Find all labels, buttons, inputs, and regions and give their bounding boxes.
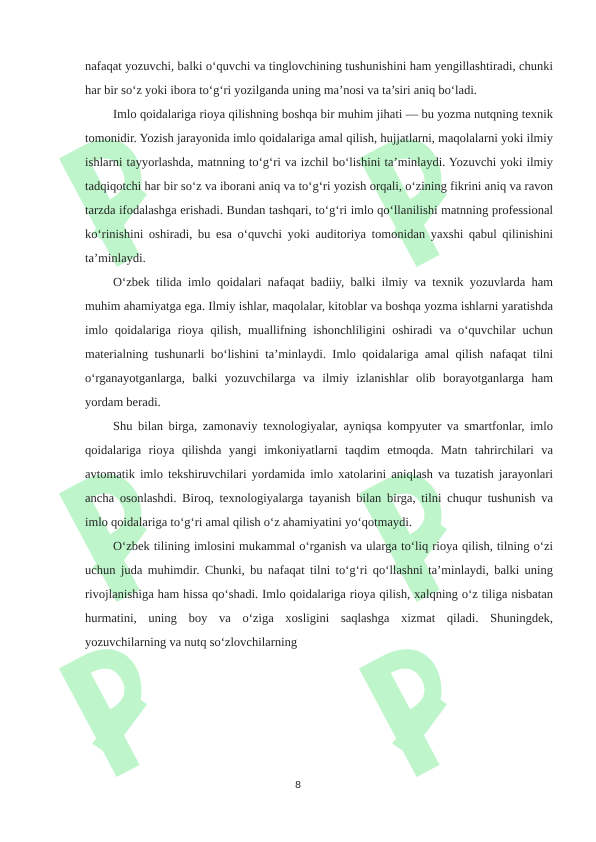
- paragraph: Shu bilan birga, zamonaviy texnologiyalar, ayniqsa kompyuter va smartfonlar, imlo qoidalariga rioya qilishda yangi imkoniyatlarni taqdim etmoqda. Matn tahrirchilari va avtomatik imlo tekshiruvchilari yordamida imlo xatolarini aniqlash va tuzatish jarayonlari ancha osonlashdi. Biroq, texnologiyalarga tayanish bilan birga, tilni chuqur tushunish va imlo qoidalariga to‘g‘ri amal qilish o‘z ahamiyatini yo‘qotmaydi.: [85, 419, 553, 529]
- paragraph-continuation: nafaqat yozuvchi, balki o‘quvchi va tinglovchining tushunishini ham yengillashtiradi, chunki har bir so‘z yoki ibora to‘g‘ri yozilganda uning ma’nosi va ta’siri aniq bo‘ladi.: [85, 59, 553, 97]
- paragraph: Imlo qoidalariga rioya qilishning boshqa bir muhim jihati — bu yozma nutqning texnik tomonidir. Yozish jarayonida imlo qoidalariga amal qilish, hujjatlarni, maqolalarni yoki ilmiy ishlarni tayyorlashda, matnning to‘g‘ri va izchil bo‘lishini ta’minlaydi. Yozuvchi yoki ilmiy tadqiqotchi har bir so‘z va iborani aniq va to‘g‘ri yozish orqali, o‘zining fikrini aniq va ravon tarzda ifodalashga erishadi. Bundan tashqari, to‘g‘ri imlo qo‘llanilishi matnning professional ko‘rinishini oshiradi, bu esa o‘quvchi yoki auditoriya tomonidan yaxshi qabul qilinishini ta’minlaydi.: [85, 107, 553, 265]
- paragraph: O‘zbek tilida imlo qoidalari nafaqat badiiy, balki ilmiy va texnik yozuvlarda ham muhim ahamiyatga ega. Ilmiy ishlar, maqolalar, kitoblar va boshqa yozma ishlarni yaratishda imlo qoidalariga rioya qilish, muallifning ishonchliligini oshiradi va o‘quvchilar uchun materialning tushunarli bo‘lishini ta’minlaydi. Imlo qoidalariga amal qilish nafaqat tilni o‘rganayotganlarga, balki yozuvchilarga va ilmiy izlanishlar olib borayotganlarga ham yordam beradi.: [85, 275, 553, 409]
- document-body: [85, 54, 553, 654]
- paragraph: O‘zbek tilining imlosini mukammal o‘rganish va ularga to‘liq rioya qilish, tilning o‘zi uchun juda muhimdir. Chunki, bu nafaqat tilni to‘g‘ri qo‘llashni ta’minlaydi, balki uning rivojlanishiga ham hissa qo‘shadi. Imlo qoidalariga rioya qilish, xalqning o‘z tiliga nisbatan hurmatini, uning boy va o‘ziga xosligini saqlashga xizmat qiladi. Shuningdek, yozuvchilarning va nutq so‘zlovchilarning: [85, 539, 553, 649]
- page-number: 8: [295, 779, 301, 791]
